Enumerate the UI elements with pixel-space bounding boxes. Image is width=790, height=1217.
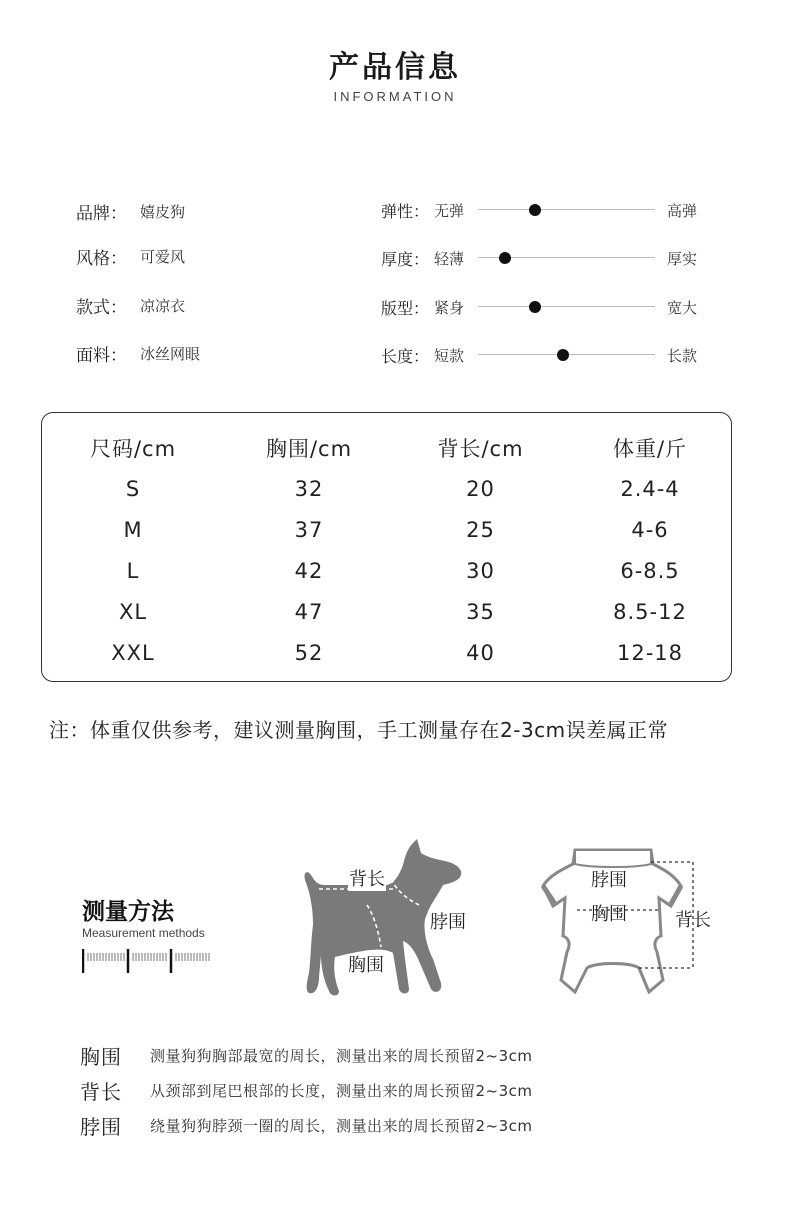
definition-chest — [80, 1042, 533, 1068]
scale-length — [381, 342, 711, 366]
scale-elasticity — [381, 197, 711, 221]
table-header-cell: 体重/斤 — [612, 436, 688, 461]
table-cell: M — [123, 517, 143, 542]
attr-type — [76, 293, 185, 317]
scale-key: 长度： — [381, 347, 430, 366]
table-cell: 8.5-12 — [613, 599, 687, 624]
attr-value: 嬉皮狗 — [140, 202, 186, 221]
table-cell: 4-6 — [631, 517, 669, 542]
scale-high-label: 高弹 — [667, 202, 698, 220]
size-table-box — [41, 412, 732, 682]
attr-key: 品牌： — [76, 203, 127, 224]
table-row — [42, 632, 733, 673]
scale-track — [478, 209, 655, 210]
scale-fit — [381, 294, 711, 318]
table-row — [42, 591, 733, 632]
scale-low-label: 紧身 — [434, 299, 465, 317]
scale-high-label: 厚实 — [667, 250, 698, 268]
shirt-back-label: 背长 — [675, 910, 711, 931]
scale-thickness — [381, 245, 711, 269]
definition-text: 从颈部到尾巴根部的长度，测量出来的周长预留2~3cm — [150, 1081, 533, 1100]
attr-brand — [76, 199, 185, 223]
scale-key: 厚度： — [381, 250, 430, 269]
table-row — [42, 550, 733, 591]
size-table — [42, 427, 733, 673]
page-title: 产品信息 — [329, 50, 461, 85]
method-title: 测量方法 — [82, 899, 174, 925]
page-subtitle: INFORMATION — [333, 89, 457, 104]
dog-neck-label: 脖围 — [430, 912, 466, 933]
size-note: 注：体重仅供参考，建议测量胸围，手工测量存在2-3cm误差属正常 — [49, 718, 669, 742]
ruler-icon — [82, 947, 212, 975]
table-cell: 47 — [294, 599, 324, 624]
scale-low-label: 无弹 — [434, 202, 465, 220]
scale-indicator — [499, 252, 511, 264]
attr-value: 冰丝网眼 — [140, 344, 201, 363]
table-cell: 52 — [294, 640, 324, 665]
scale-key: 弹性： — [381, 202, 430, 221]
table-cell: L — [126, 558, 140, 583]
attr-key: 款式： — [76, 297, 127, 318]
table-cell: 12-18 — [616, 640, 684, 665]
table-row — [42, 509, 733, 550]
definition-term: 背长 — [80, 1079, 122, 1104]
scale-low-label: 短款 — [434, 347, 465, 365]
shirt-chest-label: 胸围 — [591, 904, 627, 925]
table-header-cell: 背长/cm — [437, 436, 524, 461]
table-cell: 42 — [294, 558, 324, 583]
definition-back — [80, 1077, 533, 1103]
table-cell: 37 — [294, 517, 324, 542]
table-cell: 40 — [466, 640, 495, 665]
attr-key: 面料： — [76, 345, 127, 366]
table-cell: 20 — [466, 476, 495, 501]
attr-value: 凉凉衣 — [140, 296, 186, 315]
scale-track — [478, 306, 655, 307]
scale-indicator — [529, 204, 541, 216]
table-cell: 2.4-4 — [620, 476, 680, 501]
table-cell: 35 — [466, 599, 495, 624]
definition-text: 测量狗狗胸部最宽的周长，测量出来的周长预留2~3cm — [150, 1046, 533, 1065]
method-subtitle: Measurement methods — [82, 926, 205, 940]
table-header-row — [42, 427, 733, 468]
table-cell: 30 — [466, 558, 495, 583]
table-header-cell: 尺码/cm — [89, 436, 177, 461]
scale-indicator — [529, 301, 541, 313]
table-cell: XXL — [111, 640, 155, 665]
attr-value: 可爱风 — [140, 247, 186, 266]
definition-term: 脖围 — [80, 1114, 122, 1139]
table-cell: XL — [118, 599, 148, 624]
scale-high-label: 长款 — [667, 347, 698, 365]
definition-neck — [80, 1112, 533, 1138]
table-cell: 6-8.5 — [620, 558, 680, 583]
scale-high-label: 宽大 — [667, 299, 698, 317]
scale-key: 版型： — [381, 299, 430, 318]
scale-low-label: 轻薄 — [434, 250, 465, 268]
shirt-neck-label: 脖围 — [591, 870, 627, 891]
table-cell: 25 — [466, 517, 495, 542]
definition-text: 绕量狗狗脖颈一圈的周长，测量出来的周长预留2~3cm — [150, 1116, 533, 1135]
table-cell: 32 — [294, 476, 324, 501]
attr-key: 风格： — [76, 248, 127, 269]
dog-chest-label: 胸围 — [348, 955, 384, 976]
dog-back-label: 背长 — [348, 865, 386, 891]
definition-term: 胸围 — [80, 1044, 122, 1069]
table-cell: S — [125, 476, 141, 501]
scale-indicator — [557, 349, 569, 361]
table-row — [42, 468, 733, 509]
table-header-cell: 胸围/cm — [265, 436, 353, 461]
attr-fabric — [76, 341, 200, 365]
attr-style — [76, 244, 185, 268]
